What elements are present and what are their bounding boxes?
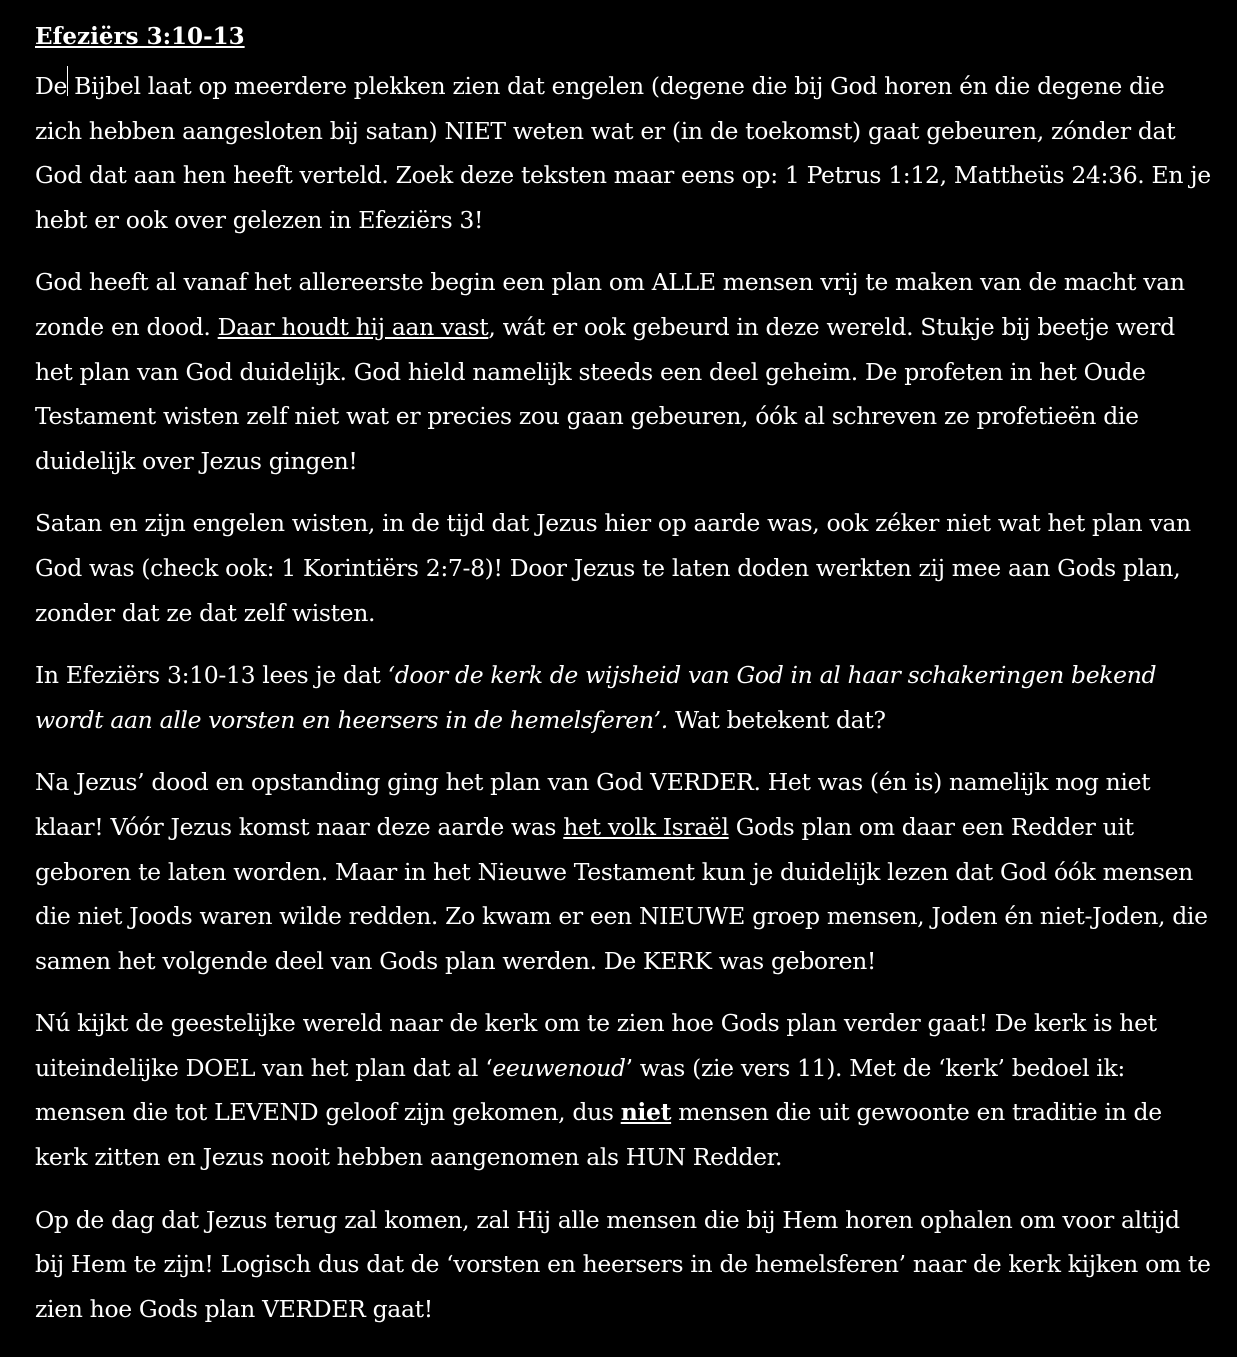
paragraph-4-start: In Efeziërs 3:10-13 lees je dat — [35, 661, 388, 690]
paragraph-4-quote: ‘door de kerk de wijsheid van God in al haar schakeringen bekend wordt aan alle vorsten en heersers in de hemelsferen’. — [35, 661, 1157, 734]
document-page — [35, 18, 1215, 1349]
paragraph-5-underlined: het volk Israël — [563, 812, 729, 841]
paragraph-6-start: Nú kijkt de geestelijke wereld naar de kerk om te zien hoe Gods plan verder gaat! De kerk is het uiteindelijke DOEL van het plan dat al ‘ — [35, 1009, 1157, 1082]
paragraph-6-rest: mensen die uit gewoonte en traditie in de kerk zitten en Jezus nooit hebben aangenomen als HUN Redder. — [35, 1098, 1162, 1172]
document-title: Efeziërs 3:10-13 — [35, 23, 245, 50]
paragraph-7: Op de dag dat Jezus terug zal komen, zal Hij alle mensen die bij Hem horen ophalen om voor altijd bij Hem te zijn! Logisch dus dat de ‘vorsten en heersers in de hemelsferen’ naar de kerk kijken om te zien hoe Gods plan VERDER gaat! — [35, 1205, 1211, 1323]
paragraph-4-rest: Wat betekent dat? — [667, 705, 886, 734]
paragraph-5-start: Na Jezus’ dood en opstanding ging het plan van God VERDER. Het was (én is) namelijk nog niet klaar! Vóór Jezus komst naar deze aarde was — [35, 768, 1151, 841]
paragraph-5 — [35, 760, 1215, 983]
paragraph-2-underlined: Daar houdt hij aan vast — [217, 312, 489, 341]
paragraph-4 — [35, 653, 1215, 742]
paragraph-2 — [35, 260, 1215, 483]
paragraph-1-start: De — [35, 72, 68, 100]
paragraph-5-rest: Gods plan om daar een Redder uit geboren te laten worden. Maar in het Nieuwe Testament kun je duidelijk lezen dat God óók mensen die niet Joods waren wilde redden. Zo kwam er een NIEUWE groep mensen, Joden én niet-Joden, die samen het volgende deel van Gods plan werden. De KERK was geboren! — [35, 812, 1208, 975]
paragraph-3: Satan en zijn engelen wisten, in de tijd dat Jezus hier op aarde was, ook zéker niet wat het plan van God was (check ook: 1 Korintiërs 2:7-8)! Door Jezus te laten doden werkten zij mee aan Gods plan, zonder dat ze dat zelf wisten. — [35, 509, 1191, 627]
paragraph-6-bold-underlined: niet — [620, 1098, 672, 1127]
paragraph-6-middle: ’ was (zie vers 11). Met de ‘kerk’ bedoel ik: mensen die tot LEVEND geloof zijn gekomen, dus — [35, 1053, 1125, 1127]
paragraph-2-start: God heeft al vanaf het allereerste begin een plan om ALLE mensen vrij te maken van de macht van zonde en dood. — [35, 268, 1185, 341]
paragraph-1-rest: Bijbel laat op meerdere plekken zien dat engelen (degene die bij God horen én die degene die zich hebben aangesloten bij satan) NIET weten wat er (in de toekomst) gaat gebeuren, zónder dat God dat aan hen heeft verteld. Zoek deze teksten maar eens op: 1 Petrus 1:12, Mattheüs 24:36. En je hebt er ook over gelezen in Efeziërs 3! — [35, 72, 1211, 234]
paragraph-6-italic: eeuwenoud — [492, 1053, 626, 1082]
paragraph-1 — [35, 64, 1215, 242]
paragraph-6 — [35, 1001, 1215, 1179]
paragraph-2-rest: , wát er ook gebeurd in deze wereld. Stukje bij beetje werd het plan van God duidelijk. God hield namelijk steeds een deel geheim. De profeten in het Oude Testament wisten zelf niet wat er precies zou gaan gebeuren, óók al schreven ze profetieën die duidelijk over Jezus gingen! — [35, 312, 1175, 475]
